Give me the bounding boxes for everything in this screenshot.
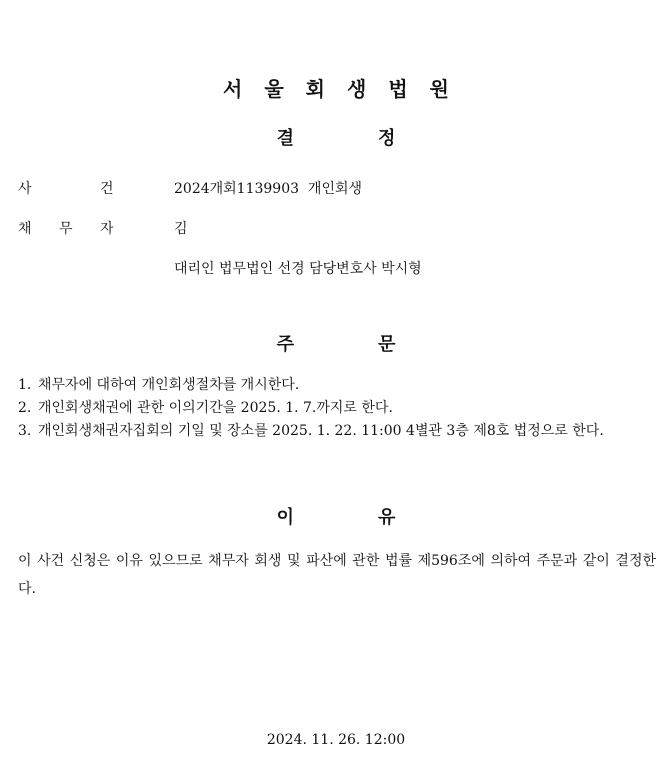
- court-name-char: 서: [223, 77, 243, 101]
- label-char: 건: [100, 181, 114, 197]
- order-item: [18, 420, 658, 443]
- order-item-text: 개인회생채권에 관한 이의기간을 2025. 1. 7.까지로 한다.: [38, 400, 393, 416]
- heading-char: 정: [378, 128, 396, 149]
- label-char: 채: [18, 221, 32, 237]
- court-name-char: 울: [264, 77, 284, 101]
- debtor-label: [18, 218, 148, 238]
- order-item-text: 채무자에 대하여 개인회생절차를 개시한다.: [38, 377, 300, 393]
- heading-char: 주: [276, 334, 294, 355]
- debtor-agent: 대리인 법무법인 선경 담당변호사 박시형: [174, 261, 422, 277]
- reason-paragraph: 이 사건 신청은 이유 있으므로 채무자 회생 및 파산에 관한 법률 제596조에 의하여 주문과 같이 결정한다.: [18, 553, 656, 597]
- order-item-number: 3.: [18, 423, 32, 439]
- order-item-number: 2.: [18, 400, 32, 416]
- heading-char: 이: [276, 507, 294, 528]
- case-number: 2024개회1139903 개인회생: [174, 181, 363, 197]
- case-label: [18, 178, 148, 198]
- order-heading: [0, 330, 672, 356]
- order-list: [18, 374, 658, 443]
- order-item-number: 1.: [18, 377, 32, 393]
- court-name-char: 원: [429, 77, 449, 101]
- heading-char: 결: [276, 128, 294, 149]
- label-char: 사: [18, 181, 32, 197]
- document-type-heading: [0, 124, 672, 150]
- label-char: 무: [59, 221, 73, 237]
- court-name-char: 회: [305, 77, 325, 101]
- heading-char: 유: [378, 507, 396, 528]
- court-name: [0, 73, 672, 102]
- heading-char: 문: [378, 334, 396, 355]
- reason-heading: [0, 503, 672, 529]
- order-item-text: 개인회생채권자집회의 기일 및 장소를 2025. 1. 22. 11:00 4별관 3층 제8호 법정으로 한다.: [38, 423, 604, 439]
- order-item: [18, 374, 658, 397]
- order-item: [18, 397, 658, 420]
- case-row: [18, 178, 658, 198]
- decision-date: 2024. 11. 26. 12:00: [266, 732, 406, 748]
- court-name-char: 생: [347, 77, 367, 101]
- label-char: 자: [100, 221, 114, 237]
- debtor-row: [18, 218, 658, 238]
- agent-row: [18, 258, 658, 278]
- debtor-name: 김: [174, 221, 188, 237]
- court-name-char: 법: [388, 77, 408, 101]
